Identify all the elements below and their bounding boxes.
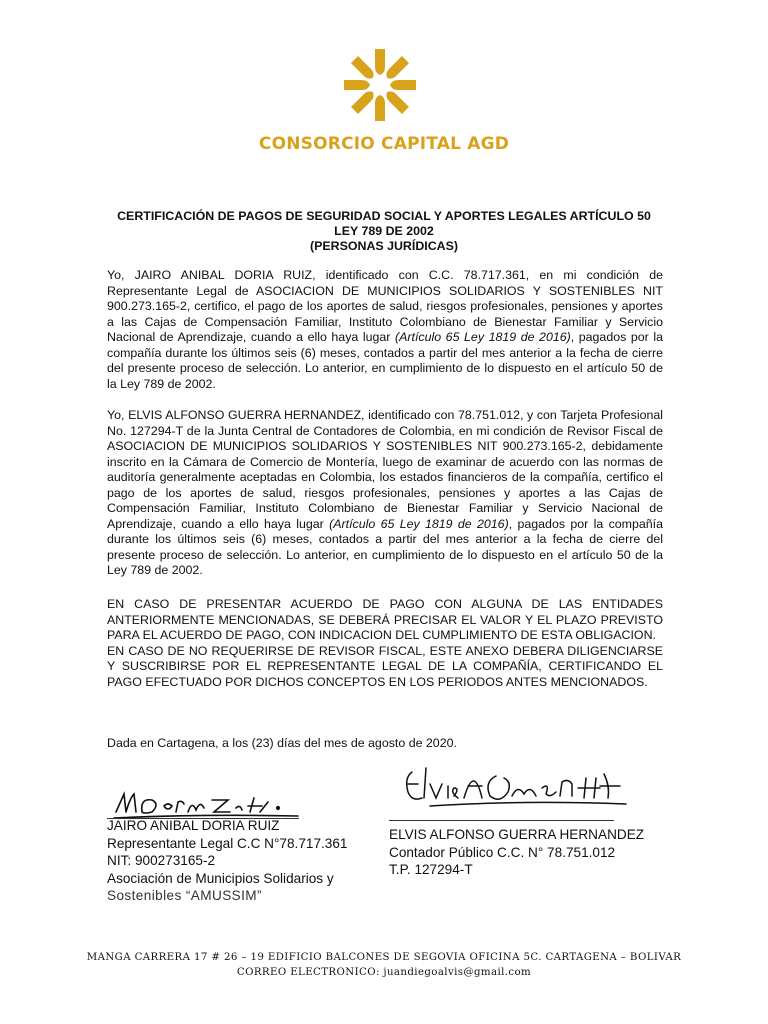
fiscal-reviewer-certification-paragraph [107, 408, 663, 579]
notice-line-1: EN CASO DE PRESENTAR ACUERDO DE PAGO CON ALGUNA DE LAS ENTIDADES ANTERIORMENTE MENCIONADAS, SE DEBERÁ PRECISAR EL VALOR Y EL PLAZO PREVISTO PARA EL ACUERDO DE PAGO, CON INDICACION DEL CUMPLIMIENTO DE ESTA OBLIGACION. [107, 597, 663, 642]
paragraph2-law-reference: (Artículo 65 Ley 1819 de 2016) [329, 516, 509, 531]
consorcio-star-logo [340, 45, 420, 125]
signer-left-org-1: Asociación de Municipios Solidarios y [107, 870, 334, 886]
paragraph1-text-a: Yo, JAIRO ANIBAL DORIA RUIZ, identificado con C.C. 78.717.361, en mi condición de Representante Legal de ASOCIACION DE MUNICIPIOS SOLIDARIOS Y SOSTENIBLES NIT 900.273.165-2, certifico, el pago de los aportes de salud, riesgos profesionales, pensiones y aportes a las Cajas de Compensación Familiar, Instituto Colombiano de Bienestar Familiar y Servicio Nacional de Aprendizaje, cuando a ello haya lugar [107, 268, 663, 344]
footer-address: MANGA CARRERA 17 # 26 – 19 EDIFICIO BALCONES DE SEGOVIA OFICINA 5C. CARTAGENA – BOLIVAR [86, 952, 682, 963]
date-place-line: Dada en Cartagena, a los (23) días del mes de agosto de 2020. [107, 736, 457, 750]
signer-left-org-2: Sostenibles “AMUSSIM” [107, 888, 262, 903]
footer [0, 951, 768, 980]
paragraph2-text-b: , pagados por la compañía durante los últimos seis (6) meses, contados a partir del mes anterior a la fecha de cierre del presente proceso de selección. Lo anterior, en cumplimiento de lo dispuesto en el artículo 50 de la Ley 789 de 2002. [107, 516, 663, 577]
signer-right-block [389, 826, 644, 879]
signer-left-block [107, 817, 347, 905]
document-title [100, 209, 668, 254]
signer-left-role: Representante Legal C.C N°78.717.361 [107, 835, 348, 851]
signature-guerra [400, 758, 632, 814]
notice-line-2: EN CASO DE NO REQUERIRSE DE REVISOR FISCAL, ESTE ANEXO DEBERA DILIGENCIARSE Y SUSCRIBIRSE POR EL REPRESENTANTE LEGAL DE LA COMPAÑÍA, CERTIFICANDO EL PAGO EFECTUADO POR DICHOS CONCEPTOS EN LOS PERIODOS ANTES MENCIONADOS. [107, 643, 663, 689]
signer-right-role: Contador Público C.C. N° 78.751.012 [389, 844, 616, 860]
footer-email: CORREO ELECTRONICO: juandiegoalvis@gmail.com [236, 966, 532, 978]
signer-right-name: ELVIS ALFONSO GUERRA HERNANDEZ [389, 827, 645, 842]
signature-line-right [389, 820, 614, 821]
title-line-3: (PERSONAS JURÍDICAS) [309, 239, 459, 253]
signer-left-nit: NIT: 900273165-2 [107, 853, 216, 868]
paragraph2-text-a: Yo, ELVIS ALFONSO GUERRA HERNANDEZ, identificado con 78.751.012, y con Tarjeta Profesional No. 127294-T de la Junta Central de Contadores de Colombia, en mi condición de Revisor Fiscal de ASOCIACION DE MUNICIPIOS SOLIDARIOS Y SOSTENIBLES NIT 900.273.165-2, debidamente inscrito en la Cámara de Comercio de Montería, luego de examinar de acuerdo con las normas de auditoría generalmente aceptadas en Colombia, los estados financieros de la compañía, certifico el pago de los aportes de salud, riesgos profesionales, pensiones y aportes a las Cajas de Compensación Familiar, Instituto Colombiano de Bienestar Familiar y Servicio Nacional de Aprendizaje, cuando a ello haya lugar [107, 408, 663, 531]
legal-rep-certification-paragraph [107, 268, 663, 392]
payment-agreement-notice [107, 597, 663, 690]
paragraph1-text-b: , pagados por la compañía durante los últimos seis (6) meses, contados a partir del mes anterior a la fecha de cierre del presente proceso de selección. Lo anterior, en cumplimiento de lo dispuesto en el artículo 50 de la Ley 789 de 2002. [107, 330, 663, 391]
company-name: CONSORCIO CAPITAL AGD [258, 134, 510, 154]
signer-right-tp: T.P. 127294-T [389, 862, 473, 877]
title-line-1: CERTIFICACIÓN DE PAGOS DE SEGURIDAD SOCIAL Y APORTES LEGALES ARTÍCULO 50 [117, 209, 651, 223]
signer-left-name: JAIRO ANIBAL DORIA RUIZ [107, 818, 280, 833]
title-line-2: LEY 789 DE 2002 [334, 224, 434, 238]
paragraph1-law-reference: (Artículo 65 Ley 1819 de 2016) [394, 330, 571, 344]
